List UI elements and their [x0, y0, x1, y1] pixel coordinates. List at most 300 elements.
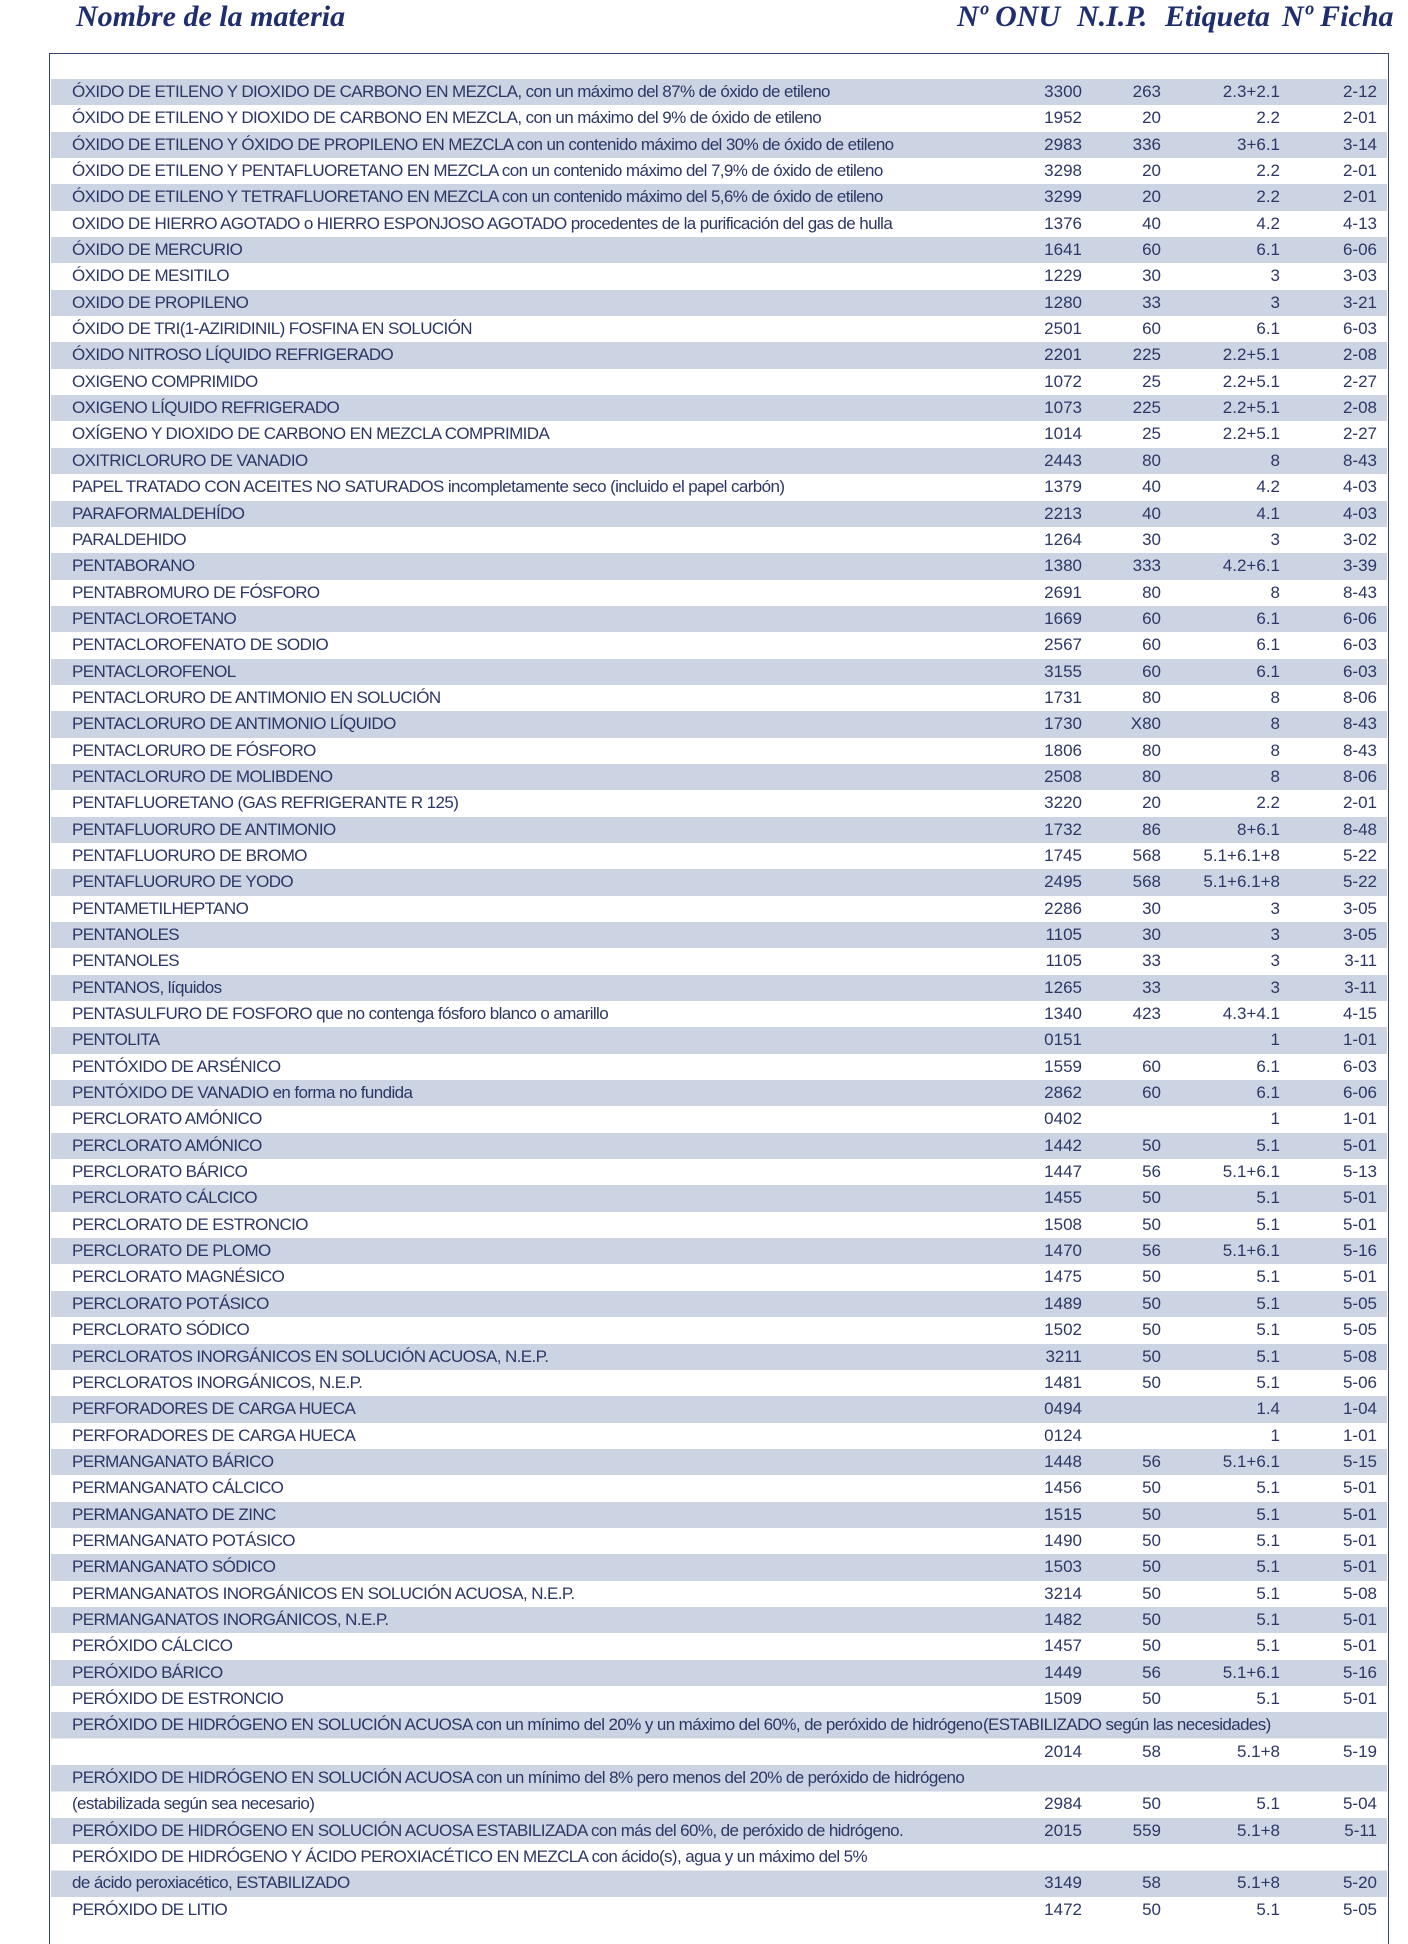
table-row [51, 1660, 1387, 1686]
ficha-number: 5-11 [1344, 1820, 1377, 1840]
material-name-line1: ÓXIDO DE ETILENO Y DIOXIDO DE CARBONO EN MEZCLA, con un máximo del 87% de óxido de etileno [72, 82, 830, 101]
material-name-line1: ÓXIDO DE TRI(1-AZIRIDINIL) FOSFINA EN SOLUCIÓN [72, 319, 472, 339]
label-class: 5.1 [1256, 1135, 1280, 1155]
material-name-line1: PERCLORATO AMÓNICO [72, 1109, 262, 1129]
material-name [72, 948, 179, 974]
onu-number: 1732 [1044, 819, 1082, 839]
table-row [51, 1317, 1387, 1343]
ficha-number: 2-08 [1342, 345, 1377, 365]
material-name [72, 1027, 160, 1053]
nip-number: 20 [1142, 161, 1161, 181]
onu-number: 2201 [1044, 345, 1082, 365]
onu-number: 1481 [1044, 1372, 1082, 1392]
label-class: 4.2 [1256, 477, 1280, 497]
nip-number: 80 [1142, 687, 1161, 707]
onu-number: 1457 [1044, 1636, 1082, 1656]
material-name-line1: PERÓXIDO DE ESTRONCIO [72, 1688, 284, 1708]
table-row [51, 659, 1387, 685]
material-name-line1: ÓXIDO DE ETILENO Y TETRAFLUORETANO EN MEZCLA con un contenido máximo del 5,6% de óxido de etileno [72, 187, 883, 207]
onu-number: 1105 [1045, 925, 1082, 944]
material-name [72, 237, 242, 263]
nip-number: 568 [1132, 845, 1161, 865]
ficha-number: 6-06 [1342, 1083, 1377, 1103]
table-row [51, 1897, 1387, 1923]
onu-number: 1745 [1044, 845, 1082, 865]
onu-number: 1448 [1044, 1451, 1082, 1471]
label-class: 4.2 [1256, 213, 1280, 233]
label-class: 3 [1270, 266, 1280, 286]
onu-number: 3299 [1044, 187, 1082, 207]
onu-number: 2567 [1044, 635, 1082, 655]
nip-number: 50 [1142, 1478, 1161, 1498]
ficha-number: 5-01 [1342, 1557, 1377, 1577]
label-class: 5.1+6.1 [1222, 1162, 1280, 1182]
material-name [72, 659, 236, 685]
material-name [72, 553, 195, 579]
table-row [51, 395, 1387, 421]
ficha-number: 2-01 [1342, 161, 1377, 181]
material-name [72, 1001, 608, 1027]
material-name-line1: PERÓXIDO DE LITIO [72, 1899, 228, 1919]
ficha-number: 3-11 [1344, 951, 1377, 971]
onu-number: 2286 [1044, 898, 1082, 918]
label-class: 8 [1270, 450, 1280, 470]
material-name-line1: PENTABORANO [72, 556, 195, 576]
ficha-number: 5-05 [1342, 1293, 1377, 1313]
label-class: 5.1+6.1 [1222, 1241, 1280, 1261]
material-name-line1: ÓXIDO DE MERCURIO [72, 240, 243, 260]
table-row [51, 1291, 1387, 1317]
label-class: 3 [1270, 977, 1280, 997]
label-class: 5.1+6.1+8 [1203, 845, 1280, 865]
label-class: 4.2+6.1 [1222, 556, 1280, 576]
nip-number: 50 [1142, 1214, 1161, 1234]
material-name-line1: PENTABROMURO DE FÓSFORO [72, 582, 320, 602]
table-row [51, 1554, 1387, 1580]
table-row [51, 896, 1387, 922]
ficha-number: 5-05 [1342, 1320, 1377, 1340]
ficha-number: 6-03 [1342, 635, 1377, 655]
table-row [51, 738, 1387, 764]
material-name-line1: OXIDO DE HIERRO AGOTADO o HIERRO ESPONJOSO AGOTADO procedentes de la purificación del gas de hulla [72, 213, 893, 233]
nip-number: 56 [1142, 1241, 1161, 1261]
nip-number: 568 [1132, 872, 1161, 892]
onu-number: 1380 [1044, 556, 1082, 576]
material-name-line1: ÓXIDO NITROSO LÍQUIDO REFRIGERADO [72, 345, 394, 365]
ficha-number: 3-39 [1342, 556, 1377, 576]
material-name [72, 1449, 273, 1475]
onu-number: 1447 [1044, 1162, 1082, 1182]
nip-number: 50 [1142, 1688, 1161, 1708]
table-row [51, 869, 1387, 895]
ficha-number: 2-01 [1342, 793, 1377, 813]
material-name [72, 738, 316, 764]
nip-number: 25 [1142, 371, 1161, 391]
material-name [72, 158, 883, 184]
ficha-number: 5-01 [1342, 1636, 1377, 1656]
label-class: 3+6.1 [1236, 134, 1280, 154]
onu-number: 1489 [1044, 1293, 1082, 1313]
nip-number: 30 [1142, 266, 1161, 286]
onu-number: 1503 [1044, 1557, 1082, 1577]
material-name [72, 421, 549, 447]
material-name [72, 1291, 269, 1317]
material-name-line2: de ácido peroxiacético, ESTABILIZADO [72, 1873, 350, 1893]
material-name-line2: (ESTABILIZADO según las necesidades) [983, 1715, 1271, 1735]
material-name [72, 1344, 548, 1370]
material-name-line1: ÓXIDO DE MESITILO [72, 266, 229, 286]
material-name [72, 132, 894, 158]
nip-number: 50 [1142, 1372, 1161, 1392]
table-row [51, 764, 1387, 790]
material-name-line1: PERMANGANATO SÓDICO [72, 1557, 276, 1577]
material-name-line1: OXIDO DE PROPILENO [72, 292, 249, 312]
nip-number: 50 [1142, 1135, 1161, 1155]
label-class: 5.1+6.1+8 [1203, 872, 1280, 892]
table-row [51, 922, 1387, 948]
label-class: 2.3+2.1 [1222, 82, 1280, 101]
nip-number: 56 [1142, 1162, 1161, 1182]
material-name [72, 1607, 389, 1633]
material-name [72, 105, 821, 131]
ficha-number: 6-03 [1342, 1056, 1377, 1076]
material-name [72, 290, 248, 316]
table-row [51, 1423, 1387, 1449]
ficha-number: 6-06 [1342, 240, 1377, 260]
material-name [72, 896, 248, 922]
material-name-line1: PENTAMETILHEPTANO [72, 898, 249, 918]
ficha-number: 5-08 [1342, 1583, 1377, 1603]
onu-number: 3300 [1044, 82, 1082, 101]
ficha-number: 2-08 [1342, 398, 1377, 418]
material-name [72, 1633, 232, 1659]
nip-number: 20 [1142, 108, 1161, 128]
label-class: 5.1 [1256, 1267, 1280, 1287]
onu-number: 2015 [1044, 1820, 1082, 1840]
ficha-number: 4-15 [1342, 1004, 1377, 1024]
onu-number: 1105 [1045, 951, 1082, 971]
table-row [51, 1686, 1387, 1712]
table-row [51, 606, 1387, 632]
nip-number: 50 [1142, 1530, 1161, 1550]
material-name [72, 263, 229, 289]
table-row [51, 948, 1387, 974]
table-row [51, 1607, 1387, 1633]
material-name-line1: PARAFORMALDEHÍDO [72, 503, 245, 523]
material-name [72, 790, 458, 816]
table-row [51, 1581, 1387, 1607]
nip-number: 50 [1142, 1636, 1161, 1656]
ficha-number: 2-01 [1342, 187, 1377, 207]
material-name-line1: PERCLORATO POTÁSICO [72, 1293, 269, 1313]
ficha-number: 2-27 [1342, 371, 1377, 391]
table-row [51, 1159, 1387, 1185]
table-row [51, 1238, 1387, 1264]
label-class: 5.1+8 [1236, 1741, 1280, 1761]
table-row [51, 421, 1387, 447]
ficha-number: 5-01 [1342, 1188, 1377, 1208]
material-name [72, 1133, 262, 1159]
table-row [51, 1264, 1387, 1290]
ficha-number: 5-22 [1342, 872, 1377, 892]
material-name [72, 79, 830, 105]
ficha-number: 8-48 [1342, 819, 1377, 839]
material-name-line1: PERÓXIDO BÁRICO [72, 1662, 223, 1682]
ficha-number: 8-43 [1342, 740, 1377, 760]
nip-number: 50 [1142, 1346, 1161, 1366]
ficha-number: 5-01 [1342, 1504, 1377, 1524]
table-row [51, 474, 1387, 500]
ficha-number: 5-16 [1342, 1662, 1377, 1682]
table-row [51, 1475, 1387, 1501]
nip-number: 263 [1132, 82, 1161, 101]
label-class: 3 [1270, 925, 1280, 944]
nip-number: 50 [1142, 1504, 1161, 1524]
material-name [72, 342, 393, 368]
table-row [51, 1185, 1387, 1211]
ficha-number: 4-13 [1342, 213, 1377, 233]
table-row [51, 263, 1387, 289]
nip-number: 60 [1142, 240, 1161, 260]
label-class: 3 [1270, 898, 1280, 918]
label-class: 6.1 [1256, 1056, 1280, 1076]
onu-number: 1280 [1044, 292, 1082, 312]
onu-number: 3155 [1044, 661, 1082, 681]
material-name-line1: PENTACLORURO DE ANTIMONIO EN SOLUCIÓN [72, 687, 441, 707]
onu-number: 2501 [1044, 319, 1082, 339]
onu-number: 1472 [1044, 1899, 1082, 1919]
material-name [72, 1765, 964, 1818]
ficha-number: 5-01 [1342, 1135, 1377, 1155]
onu-number: 2508 [1044, 766, 1082, 786]
label-class: 2.2 [1256, 793, 1280, 813]
material-name-line1: PENTASULFURO DE FOSFORO que no contenga fósforo blanco o amarillo [72, 1004, 609, 1024]
material-name-line1: ÓXIDO DE ETILENO Y DIOXIDO DE CARBONO EN MEZCLA, con un máximo del 9% de óxido de etileno [72, 108, 822, 128]
material-name [72, 184, 883, 210]
nip-number: 30 [1142, 898, 1161, 918]
onu-number: 1455 [1044, 1188, 1082, 1208]
ficha-number: 1-01 [1342, 1030, 1377, 1050]
material-name-line1: PERFORADORES DE CARGA HUECA [72, 1425, 356, 1445]
onu-number: 0402 [1044, 1109, 1082, 1129]
header-ficha: Nº Ficha [1282, 0, 1394, 33]
table-row [51, 685, 1387, 711]
label-class: 5.1 [1256, 1583, 1280, 1603]
material-name [72, 474, 784, 500]
header-onu: Nº ONU [957, 0, 1061, 33]
onu-number: 1502 [1044, 1320, 1082, 1340]
material-name-line1: PERCLORATO MAGNÉSICO [72, 1267, 285, 1287]
onu-number: 2983 [1044, 134, 1082, 154]
nip-number: 56 [1142, 1662, 1161, 1682]
onu-number: 1559 [1044, 1056, 1082, 1076]
label-class: 5.1 [1256, 1636, 1280, 1656]
table-row [51, 711, 1387, 737]
material-name [72, 869, 293, 895]
table-row [51, 1633, 1387, 1659]
table-row [51, 1502, 1387, 1528]
nip-number: 559 [1132, 1820, 1161, 1840]
onu-number: 1475 [1044, 1267, 1082, 1287]
onu-number: 2495 [1044, 872, 1082, 892]
material-name [72, 1396, 355, 1422]
ficha-number: 6-03 [1342, 661, 1377, 681]
material-name [72, 316, 472, 342]
nip-number: 40 [1142, 503, 1161, 523]
material-name-line1: ÓXIDO DE ETILENO Y PENTAFLUORETANO EN MEZCLA con un contenido máximo del 7,9% de óxido de etileno [72, 161, 883, 181]
onu-number: 2984 [1044, 1794, 1082, 1814]
table-row [51, 1027, 1387, 1053]
ficha-number: 1-01 [1342, 1425, 1377, 1445]
ficha-number: 6-06 [1342, 608, 1377, 628]
onu-number: 2691 [1044, 582, 1082, 602]
onu-number: 1072 [1044, 371, 1082, 391]
label-class: 8 [1270, 714, 1280, 734]
material-name-line1: PERMANGANATO BÁRICO [72, 1451, 274, 1471]
table-row [51, 501, 1387, 527]
material-name-line1: PAPEL TRATADO CON ACEITES NO SATURADOS incompletamente seco (incluido el papel carbón) [72, 477, 785, 497]
table-row [51, 1818, 1387, 1844]
material-name-line1: PERCLORATOS INORGÁNICOS, N.E.P. [72, 1372, 363, 1392]
onu-number: 1515 [1044, 1504, 1082, 1524]
nip-number: 80 [1142, 740, 1161, 760]
table-row [51, 132, 1387, 158]
label-class: 5.1+6.1 [1222, 1451, 1280, 1471]
header-nip: N.I.P. [1077, 0, 1148, 33]
nip-number: 30 [1142, 529, 1161, 549]
ficha-number: 2-12 [1342, 82, 1377, 101]
nip-number: 225 [1132, 345, 1161, 365]
nip-number: 60 [1142, 319, 1161, 339]
material-name [72, 580, 320, 606]
ficha-number: 5-13 [1342, 1162, 1377, 1182]
label-class: 8+6.1 [1236, 819, 1280, 839]
nip-number: 50 [1142, 1267, 1161, 1287]
table-row [51, 580, 1387, 606]
material-name-line1: PENTACLOROETANO [72, 608, 237, 628]
material-name [72, 211, 892, 237]
ficha-number: 3-05 [1342, 925, 1377, 944]
label-class: 5.1 [1256, 1530, 1280, 1550]
onu-number: 1509 [1044, 1688, 1082, 1708]
ficha-number: 5-01 [1342, 1609, 1377, 1629]
table-row [51, 316, 1387, 342]
label-class: 3 [1270, 951, 1280, 971]
material-name [72, 1844, 867, 1897]
nip-number: 423 [1132, 1004, 1161, 1024]
table-row [51, 448, 1387, 474]
label-class: 5.1 [1256, 1557, 1280, 1577]
material-name [72, 1818, 903, 1844]
ficha-number: 5-01 [1342, 1478, 1377, 1498]
table-row [51, 1054, 1387, 1080]
onu-number: 1229 [1044, 266, 1082, 286]
material-name [72, 1264, 284, 1290]
label-class: 2.2 [1256, 187, 1280, 207]
onu-number: 1265 [1044, 977, 1082, 997]
label-class: 4.3+4.1 [1222, 1004, 1280, 1024]
nip-number: 333 [1132, 556, 1161, 576]
ficha-number: 2-27 [1342, 424, 1377, 444]
onu-number: 3298 [1044, 161, 1082, 181]
material-name-line1: PERCLORATOS INORGÁNICOS EN SOLUCIÓN ACUOSA, N.E.P. [72, 1346, 549, 1366]
onu-number: 3211 [1045, 1346, 1082, 1366]
nip-number: 80 [1142, 450, 1161, 470]
material-name-line1: PENTAFLUORETANO (GAS REFRIGERANTE R 125) [72, 793, 459, 813]
table-row [51, 1344, 1387, 1370]
table-row [51, 1844, 1387, 1897]
ficha-number: 2-01 [1342, 108, 1377, 128]
material-name [72, 1660, 223, 1686]
nip-number: 58 [1142, 1741, 1161, 1761]
ficha-number: 6-03 [1342, 319, 1377, 339]
table-row [51, 790, 1387, 816]
material-name-line1: PERCLORATO SÓDICO [72, 1320, 250, 1340]
label-class: 5.1 [1256, 1478, 1280, 1498]
ficha-number: 3-05 [1342, 898, 1377, 918]
label-class: 6.1 [1256, 1083, 1280, 1103]
table-row [51, 1212, 1387, 1238]
onu-number: 2443 [1044, 450, 1082, 470]
onu-number: 1669 [1044, 608, 1082, 628]
onu-number: 1449 [1044, 1662, 1082, 1682]
material-name-line1: PENTANOS, líquidos [72, 977, 222, 997]
material-name-line1: PERMANGANATOS INORGÁNICOS, N.E.P. [72, 1609, 389, 1629]
table-row [51, 553, 1387, 579]
material-name-line1: PERFORADORES DE CARGA HUECA [72, 1399, 356, 1419]
label-class: 6.1 [1256, 661, 1280, 681]
onu-number: 1340 [1044, 1004, 1082, 1024]
onu-number: 3214 [1044, 1583, 1082, 1603]
label-class: 5.1 [1256, 1899, 1280, 1919]
onu-number: 1442 [1044, 1135, 1082, 1155]
table-row [51, 1370, 1387, 1396]
ficha-number: 5-01 [1342, 1688, 1377, 1708]
ficha-number: 8-06 [1342, 687, 1377, 707]
nip-number: 50 [1142, 1583, 1161, 1603]
nip-number: 225 [1132, 398, 1161, 418]
material-name-line1: PERCLORATO BÁRICO [72, 1162, 248, 1182]
ficha-number: 4-03 [1342, 503, 1377, 523]
table-row [51, 1449, 1387, 1475]
material-name-line1: PENTAFLUORURO DE YODO [72, 872, 294, 892]
nip-number: 50 [1142, 1557, 1161, 1577]
nip-number: 50 [1142, 1794, 1161, 1814]
label-class: 1.4 [1256, 1399, 1280, 1419]
ficha-number: 5-06 [1342, 1372, 1377, 1392]
material-name [72, 632, 328, 658]
onu-number: 1376 [1044, 213, 1082, 233]
nip-number: 60 [1142, 608, 1161, 628]
material-name-line2: (estabilizada según sea necesario) [72, 1794, 315, 1814]
material-name [72, 1317, 249, 1343]
label-class: 5.1 [1256, 1293, 1280, 1313]
label-class: 3 [1270, 529, 1280, 549]
label-class: 2.2+5.1 [1222, 424, 1280, 444]
label-class: 2.2+5.1 [1222, 398, 1280, 418]
material-name [72, 395, 339, 421]
onu-number: 1379 [1044, 477, 1082, 497]
table-row [51, 211, 1387, 237]
table-row [51, 1080, 1387, 1106]
nip-number: 58 [1142, 1873, 1161, 1893]
material-name-line1: PERCLORATO AMÓNICO [72, 1135, 262, 1155]
onu-number: 2213 [1044, 503, 1082, 523]
ficha-number: 1-01 [1342, 1109, 1377, 1129]
material-name [72, 1080, 412, 1106]
material-name [72, 1897, 227, 1923]
ficha-number: 5-20 [1342, 1873, 1377, 1893]
